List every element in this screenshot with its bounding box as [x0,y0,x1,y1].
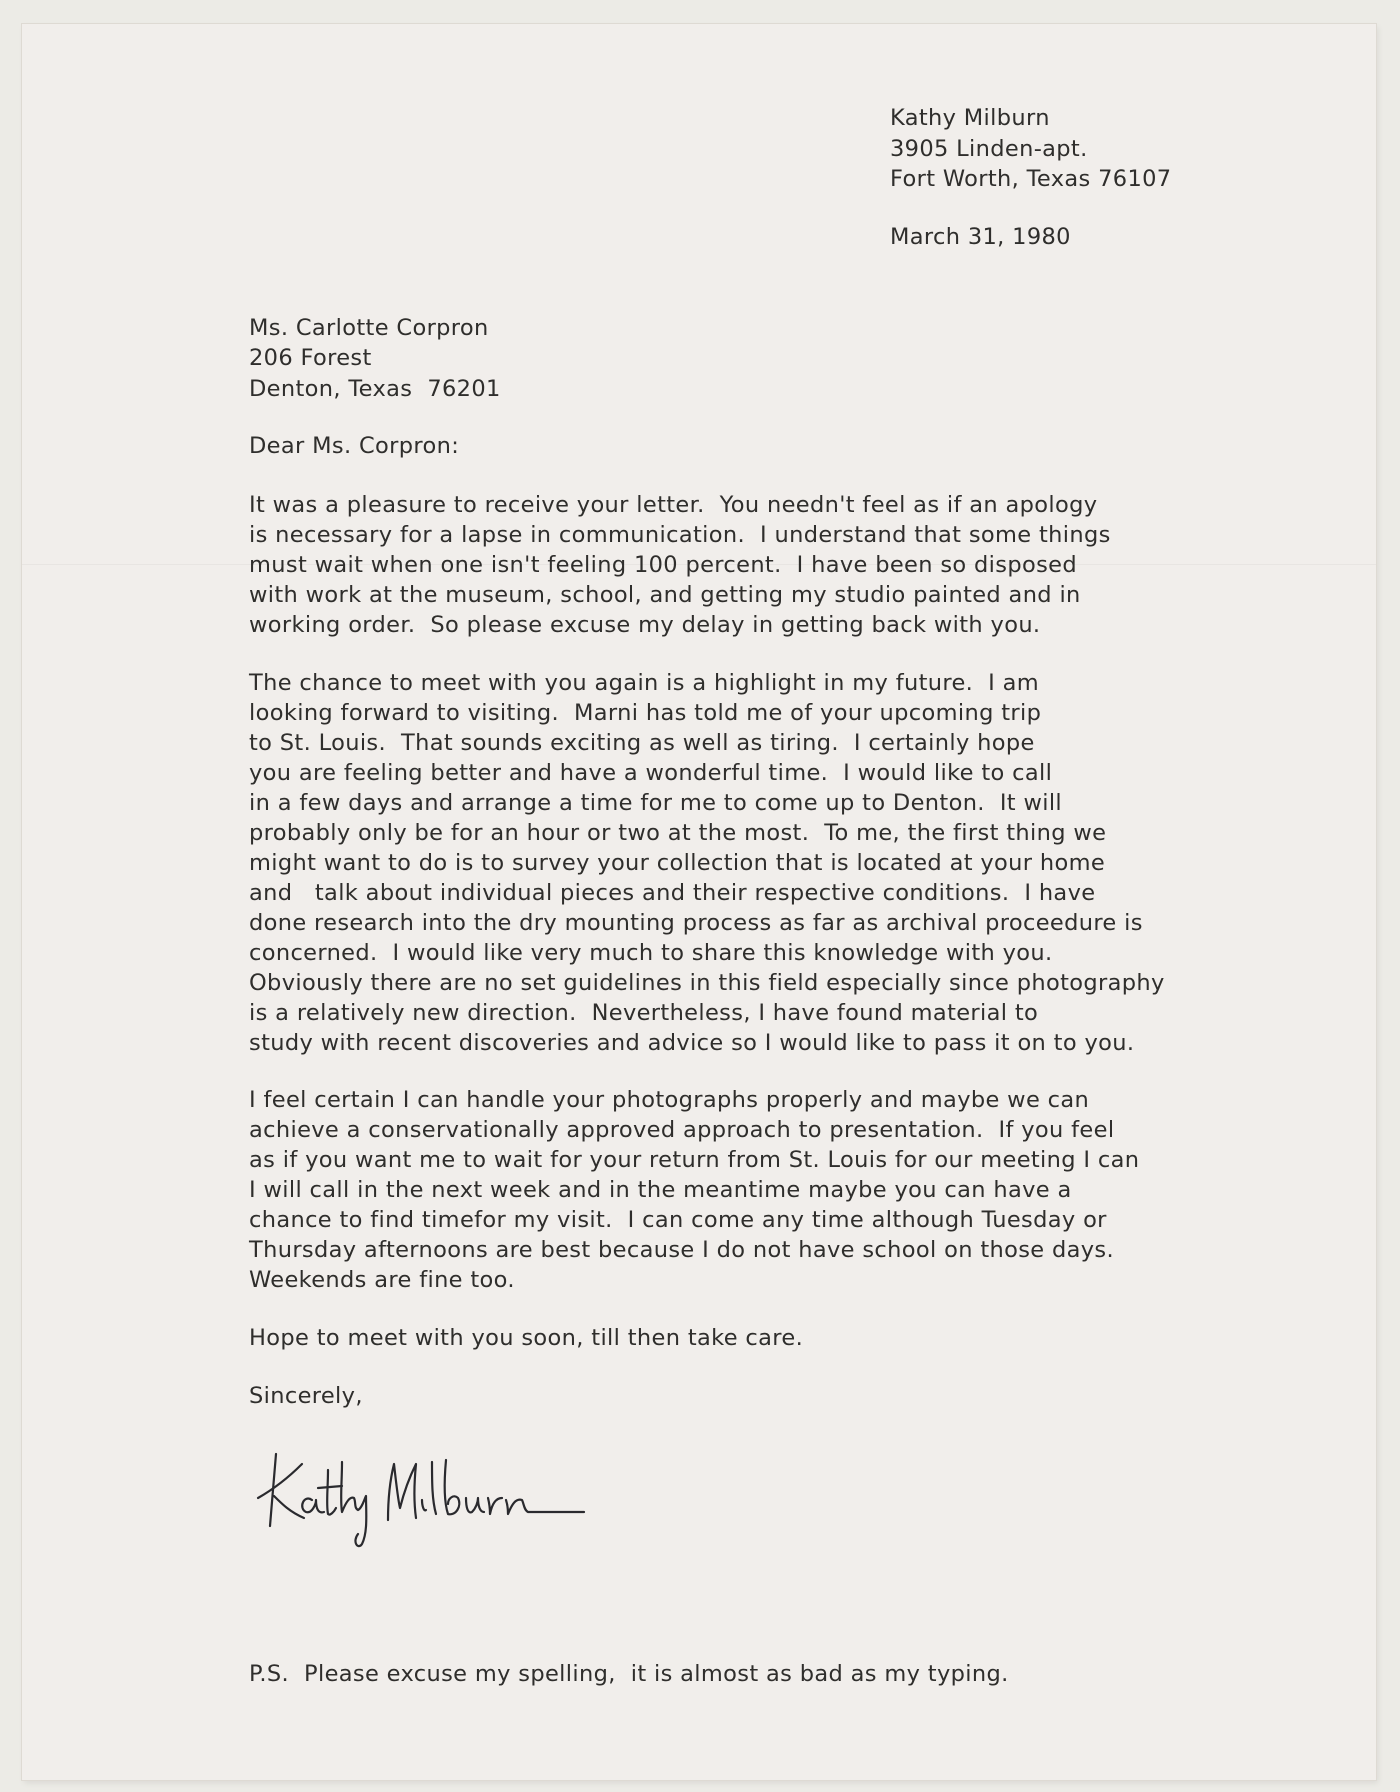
paragraph-2-line: looking forward to visiting. Marni has told me of your upcoming trip [249,700,1042,726]
paragraph-1-line: It was a pleasure to receive your letter. You needn't feel as if an apology [249,492,1098,518]
paragraph-2-line: you are feeling better and have a wonderful time. I would like to call [249,760,1053,786]
paragraph-1-line: with work at the museum, school, and getting my studio painted and in [249,582,1081,608]
sender-street: 3905 Linden-apt. [890,136,1088,162]
postscript: P.S. Please excuse my spelling, it is almost as bad as my typing. [249,1661,1009,1687]
recipient-street: 206 Forest [249,345,372,371]
paragraph-2-line: Obviously there are no set guidelines in this field especially since photography [249,970,1165,996]
paragraph-2-line: done research into the dry mounting process as far as archival proceedure is [249,910,1143,936]
paragraph-3-line: Weekends are fine too. [249,1267,515,1293]
sign-off: Sincerely, [249,1383,363,1409]
paragraph-3-line: achieve a conservationally approved approach to presentation. If you feel [249,1117,1115,1143]
paragraph-3-line: I will call in the next week and in the meantime maybe you can have a [249,1177,1072,1203]
paragraph-3-line: I feel certain I can handle your photographs properly and maybe we can [249,1087,1090,1113]
paragraph-3-line: Thursday afternoons are best because I do not have school on those days. [249,1237,1114,1263]
salutation: Dear Ms. Corpron: [249,433,460,459]
sender-city: Fort Worth, Texas 76107 [890,166,1172,192]
paragraph-2-line: might want to do is to survey your collection that is located at your home [249,850,1106,876]
paragraph-2-line: concerned. I would like very much to share this knowledge with you. [249,940,1053,966]
paragraph-1-line: must wait when one isn't feeling 100 percent. I have been so disposed [249,552,1077,578]
handwritten-signature [254,1442,634,1552]
paragraph-2-line: The chance to meet with you again is a highlight in my future. I am [249,670,1040,696]
paragraph-2-line: in a few days and arrange a time for me to come up to Denton. It will [249,790,1063,816]
letter-page [22,24,1376,1780]
recipient-city: Denton, Texas 76201 [249,376,501,402]
paragraph-2-line: study with recent discoveries and advice so I would like to pass it on to you. [249,1030,1135,1056]
paragraph-2-line: and talk about individual pieces and their respective conditions. I have [249,880,1096,906]
paragraph-1-line: working order. So please excuse my delay in getting back with you. [249,612,1041,638]
paragraph-2-line: is a relatively new direction. Nevertheless, I have found material to [249,1000,1039,1026]
paragraph-1-line: is necessary for a lapse in communication. I understand that some things [249,522,1111,548]
letter-date: March 31, 1980 [890,224,1071,250]
paragraph-2-line: probably only be for an hour or two at the most. To me, the first thing we [249,820,1107,846]
recipient-name: Ms. Carlotte Corpron [249,315,489,341]
paragraph-3-line: as if you want me to wait for your return from St. Louis for our meeting I can [249,1147,1140,1173]
sender-name: Kathy Milburn [890,105,1050,131]
paragraph-2-line: to St. Louis. That sounds exciting as well as tiring. I certainly hope [249,730,1035,756]
closing-line: Hope to meet with you soon, till then take care. [249,1325,804,1351]
paragraph-3-line: chance to find timefor my visit. I can come any time although Tuesday or [249,1207,1107,1233]
